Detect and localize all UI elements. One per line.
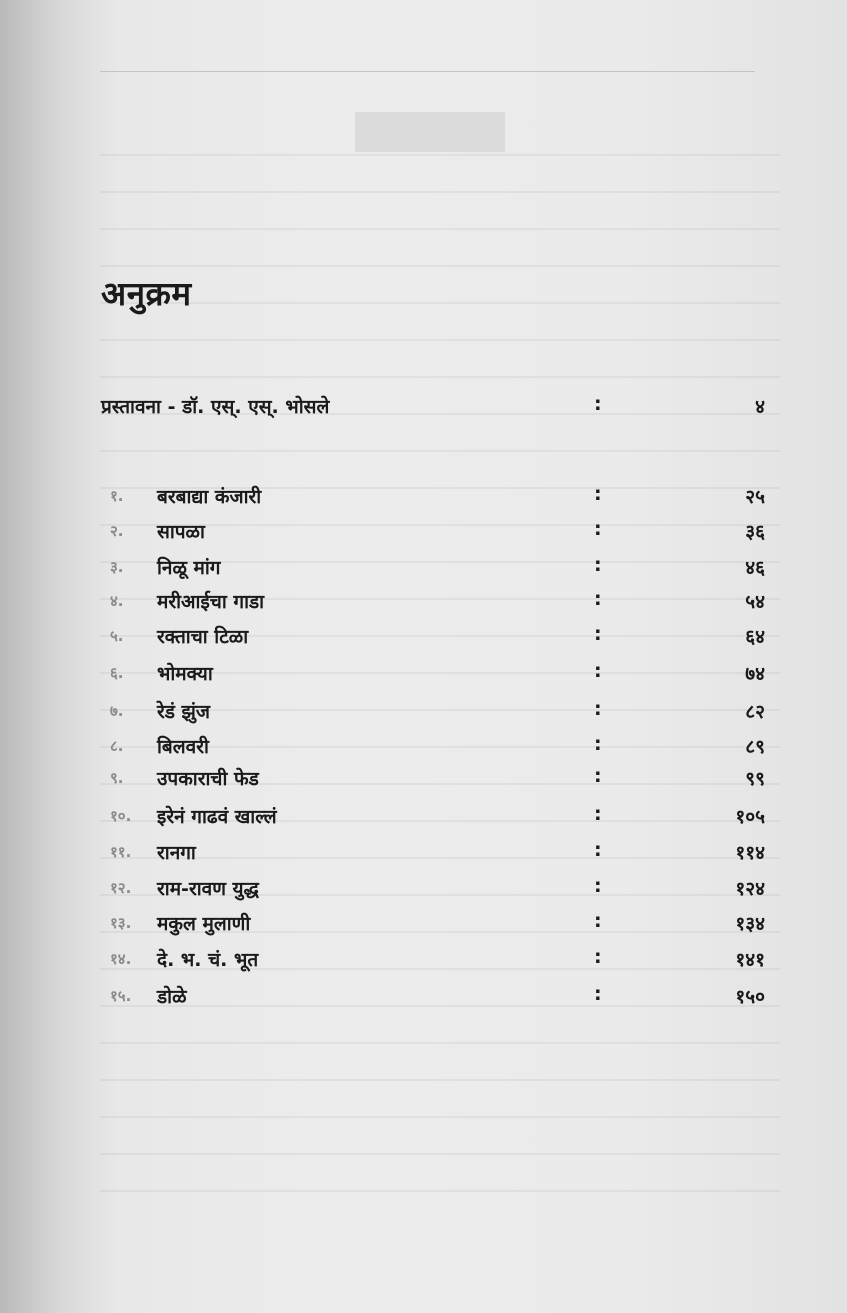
toc-entry-title: प्रस्तावना - डॉ. एस्. एस्. भोसले — [101, 396, 330, 418]
toc-entry-title: बिलवरी — [157, 736, 209, 758]
toc-row — [0, 803, 847, 831]
toc-separator: : — [594, 483, 602, 505]
toc-row — [0, 554, 847, 582]
toc-page-number: ५४ — [745, 591, 765, 613]
toc-separator: : — [594, 946, 602, 968]
toc-page-number: ३६ — [745, 521, 765, 543]
toc-separator: : — [594, 660, 602, 682]
toc-separator: : — [594, 623, 602, 645]
toc-row — [0, 588, 847, 616]
toc-separator: : — [594, 803, 602, 825]
toc-entry-title: मकुल मुलाणी — [157, 913, 251, 935]
toc-separator: : — [594, 765, 602, 787]
toc-row — [0, 875, 847, 903]
toc-entry-number: ९. — [110, 769, 124, 787]
toc-entry-number: १३. — [110, 914, 132, 932]
toc-entry-number: १२. — [110, 879, 132, 897]
toc-entry-title: रानगा — [157, 842, 196, 864]
toc-entry-number: १४. — [110, 950, 132, 968]
toc-entry-title: दे. भ. चं. भूत — [157, 949, 259, 971]
toc-row — [0, 698, 847, 726]
toc-page-number: १३४ — [735, 913, 765, 935]
toc-entry-number: ३. — [110, 558, 124, 576]
toc-entry-title: निळू मांग — [157, 557, 221, 579]
toc-page-number: ८२ — [745, 701, 765, 723]
toc-separator: : — [594, 393, 602, 415]
toc-entry-title: राम-रावण युद्ध — [157, 878, 259, 900]
toc-row — [0, 983, 847, 1011]
toc-separator: : — [594, 875, 602, 897]
toc-entry-title: सापळा — [157, 521, 205, 543]
toc-entry-title: इरेनं गाढवं खाल्लं — [157, 806, 277, 828]
toc-page-number: १४१ — [735, 949, 765, 971]
toc-row — [0, 733, 847, 761]
toc-entry-number: १. — [110, 487, 124, 505]
toc-row — [0, 660, 847, 688]
toc-entry-number: ६. — [110, 664, 124, 682]
toc-entry-number: १०. — [110, 807, 132, 825]
toc-separator: : — [594, 698, 602, 720]
toc-entry-number: ५. — [110, 627, 124, 645]
toc-entry-number: ७. — [110, 702, 124, 720]
toc-page-number: ८९ — [745, 736, 765, 758]
toc-page-number: ११४ — [735, 842, 765, 864]
toc-entry-title: भोमक्या — [157, 663, 213, 685]
toc-entry-title: उपकाराची फेड — [157, 768, 259, 790]
toc-entry-title: मरीआईचा गाडा — [157, 591, 265, 613]
toc-preface-row — [0, 393, 847, 421]
toc-entry-title: रेडं झुंज — [157, 701, 211, 723]
toc-page-number: २५ — [745, 486, 765, 508]
toc-separator: : — [594, 910, 602, 932]
toc-entry-number: ८. — [110, 737, 124, 755]
toc-row — [0, 483, 847, 511]
toc-page-number: ४६ — [745, 557, 765, 579]
top-rule — [100, 71, 755, 72]
toc-separator: : — [594, 518, 602, 540]
toc-page-number: ९९ — [745, 768, 765, 790]
toc-entry-number: ४. — [110, 592, 124, 610]
toc-page-number: ६४ — [745, 626, 765, 648]
toc-separator: : — [594, 588, 602, 610]
toc-row — [0, 765, 847, 793]
toc-row — [0, 623, 847, 651]
toc-separator: : — [594, 554, 602, 576]
toc-page-number: ४ — [755, 396, 765, 418]
toc-entry-title: रक्ताचा टिळा — [157, 626, 249, 648]
toc-page-number: १०५ — [735, 806, 765, 828]
toc-entry-title: बरबाद्या कंजारी — [157, 486, 262, 508]
toc-page-number: १२४ — [735, 878, 765, 900]
toc-entry-title: डोळे — [157, 986, 187, 1008]
toc-separator: : — [594, 733, 602, 755]
toc-page-number: ७४ — [745, 663, 765, 685]
toc-separator: : — [594, 983, 602, 1005]
toc-row — [0, 910, 847, 938]
toc-heading: अनुक्रम — [101, 274, 192, 313]
toc-page-number: १५० — [735, 986, 765, 1008]
toc-entry-number: ११. — [110, 843, 132, 861]
toc-row — [0, 518, 847, 546]
toc-separator: : — [594, 839, 602, 861]
toc-entry-number: १५. — [110, 987, 132, 1005]
show-through-heading — [355, 112, 505, 152]
toc-entry-number: २. — [110, 522, 124, 540]
toc-row — [0, 839, 847, 867]
toc-row — [0, 946, 847, 974]
